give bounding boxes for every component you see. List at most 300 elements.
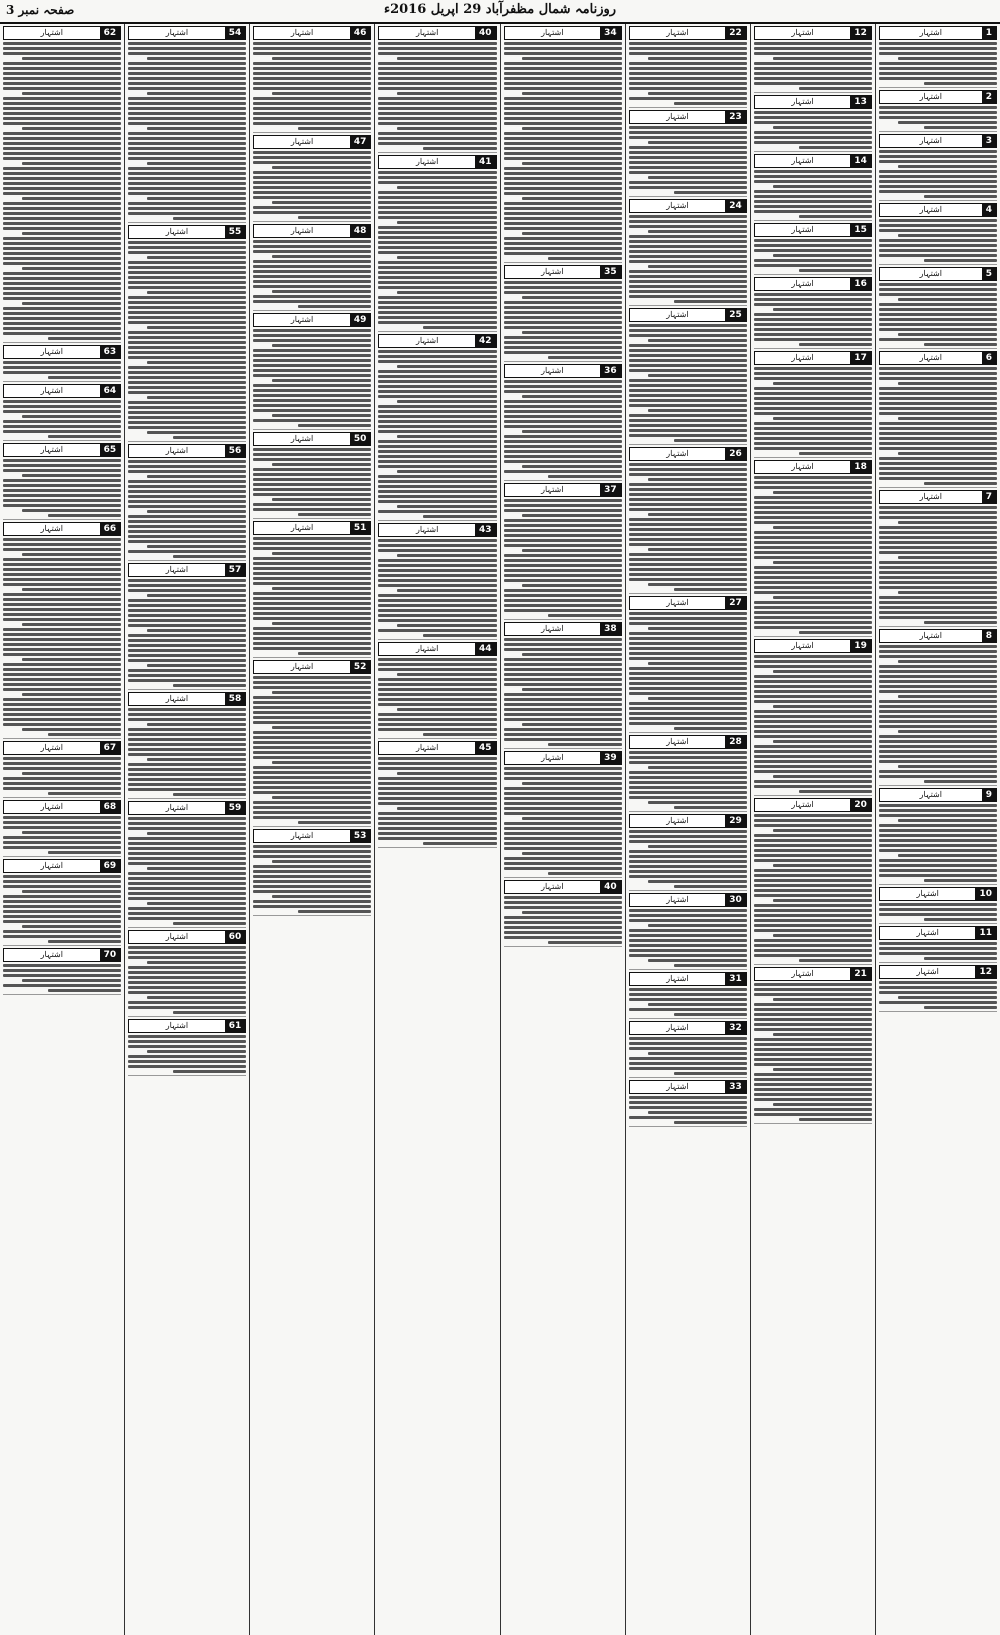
text-line [298, 652, 371, 655]
notice [629, 26, 747, 108]
notice-number: 6 [982, 352, 996, 364]
text-line [879, 606, 997, 609]
notice-number: 24 [725, 200, 746, 212]
text-line [378, 450, 496, 453]
text-line [754, 516, 872, 519]
text-line [3, 484, 121, 487]
text-line [253, 900, 371, 903]
text-line [22, 302, 121, 305]
notice [504, 265, 622, 362]
notice-body-text [504, 380, 622, 478]
text-line [754, 780, 872, 783]
text-line [253, 117, 371, 120]
text-line [128, 480, 246, 483]
text-line [629, 245, 747, 248]
text-line [629, 786, 747, 789]
notice [128, 930, 246, 1017]
text-line [879, 313, 997, 316]
text-line [3, 593, 121, 596]
text-line [898, 57, 997, 60]
notice-body-text [504, 767, 622, 875]
text-line [378, 629, 496, 632]
text-line [754, 710, 872, 713]
text-line [3, 568, 121, 571]
text-line [128, 946, 246, 949]
notice-number: 68 [100, 801, 121, 813]
text-line [504, 157, 622, 160]
text-line [128, 356, 246, 359]
text-line [378, 500, 496, 503]
text-line [504, 544, 622, 547]
text-line [504, 460, 622, 463]
text-line [754, 367, 872, 370]
notice-number: 32 [725, 1022, 746, 1034]
text-line [253, 508, 371, 511]
text-line [504, 668, 622, 671]
text-line [378, 723, 496, 726]
text-line [3, 826, 121, 829]
text-line [879, 650, 997, 653]
text-line [272, 552, 371, 555]
notice-label: اشتہار [666, 598, 689, 607]
text-line [3, 122, 121, 125]
notice-header [504, 880, 622, 894]
text-line [629, 1057, 747, 1060]
notice [754, 26, 872, 93]
text-line [629, 865, 747, 868]
notice-header [629, 447, 747, 461]
text-line [522, 57, 621, 60]
text-line [3, 895, 121, 898]
text-line [754, 854, 872, 857]
text-line [272, 57, 371, 60]
text-line [504, 351, 622, 354]
text-line [629, 538, 747, 541]
text-line [754, 432, 872, 435]
text-line [3, 821, 121, 824]
text-line [548, 614, 621, 617]
notice-body-text [629, 612, 747, 730]
text-line [504, 167, 622, 170]
text-line [879, 675, 997, 678]
text-line [378, 728, 496, 731]
text-line [754, 318, 872, 321]
text-line [773, 382, 872, 385]
text-line [898, 996, 997, 999]
notice [754, 223, 872, 275]
notice-body-text [253, 676, 371, 824]
notice [378, 741, 496, 848]
text-line [3, 132, 121, 135]
text-line [147, 1050, 246, 1053]
text-line [504, 718, 622, 721]
text-line [378, 569, 496, 572]
text-line [128, 599, 246, 602]
text-line [629, 1106, 747, 1109]
notice-label: اشتہار [165, 28, 189, 37]
text-line [378, 559, 496, 562]
text-line [879, 116, 997, 119]
text-line [504, 237, 622, 240]
notice-body-text [629, 1037, 747, 1075]
text-line [128, 649, 246, 652]
text-line [754, 1098, 872, 1101]
text-line [674, 191, 747, 194]
text-line [879, 670, 997, 673]
text-line [879, 288, 997, 291]
text-line [253, 642, 371, 645]
text-line [253, 766, 371, 769]
notice-label: اشتہار [40, 861, 63, 870]
text-line [629, 161, 747, 164]
text-line [754, 1088, 872, 1091]
text-line [3, 366, 121, 369]
text-line [629, 672, 747, 675]
notice [754, 95, 872, 152]
text-line [3, 252, 121, 255]
notice-number: 51 [350, 522, 371, 534]
notice-number: 5 [982, 268, 996, 280]
text-line [378, 599, 496, 602]
text-line [3, 673, 121, 676]
text-line [3, 247, 121, 250]
notice-label: اشتہار [40, 386, 63, 395]
text-line [128, 112, 246, 115]
text-line [629, 1067, 747, 1070]
notice-number: 36 [600, 365, 621, 377]
text-line [504, 906, 622, 909]
text-line [629, 255, 747, 258]
notice-body-text [754, 293, 872, 346]
text-line [378, 201, 496, 204]
text-line [3, 405, 121, 408]
text-line [253, 82, 371, 85]
text-line [879, 581, 997, 584]
text-line [879, 760, 997, 763]
text-line [754, 521, 872, 524]
text-line [548, 941, 621, 944]
text-line [799, 1118, 872, 1121]
text-line [629, 934, 747, 937]
text-line [147, 431, 246, 434]
text-line [253, 647, 371, 650]
text-line [879, 377, 997, 380]
notice [879, 926, 997, 963]
text-line [504, 142, 622, 145]
text-line [754, 685, 872, 688]
column [625, 24, 750, 1635]
text-line [173, 1011, 246, 1014]
text-line [924, 343, 997, 346]
text-line [48, 792, 121, 795]
text-line [3, 82, 121, 85]
notice-body-text [754, 983, 872, 1121]
text-line [924, 1006, 997, 1009]
text-line [629, 171, 747, 174]
notice-label: اشتہار [919, 631, 942, 640]
notice-number: 15 [850, 224, 871, 236]
text-line [128, 892, 246, 895]
text-line [898, 730, 997, 733]
notice [378, 523, 496, 640]
text-line [378, 410, 496, 413]
notice-number: 57 [225, 564, 246, 576]
text-line [3, 287, 121, 290]
text-line [754, 884, 872, 887]
text-line [128, 421, 246, 424]
text-line [378, 306, 496, 309]
notice-body-text [3, 816, 121, 854]
text-line [879, 229, 997, 232]
text-line [3, 964, 121, 967]
text-line [147, 996, 246, 999]
text-line [253, 394, 371, 397]
text-line [253, 632, 371, 635]
text-line [629, 835, 747, 838]
text-line [3, 603, 121, 606]
text-line [504, 380, 622, 383]
notice [629, 735, 747, 812]
notice-header [629, 110, 747, 124]
text-line [128, 207, 246, 210]
text-line [504, 147, 622, 150]
text-line [754, 511, 872, 514]
text-line [378, 797, 496, 800]
text-line [754, 869, 872, 872]
text-line [3, 628, 121, 631]
text-line [378, 216, 496, 219]
text-line [253, 280, 371, 283]
notice-label: اشتہار [290, 315, 314, 324]
text-line [378, 296, 496, 299]
text-line [879, 239, 997, 242]
text-line [378, 549, 496, 552]
text-line [128, 87, 246, 90]
text-line [754, 680, 872, 683]
notice-number: 13 [850, 96, 871, 108]
text-line [128, 485, 246, 488]
text-line [629, 929, 747, 932]
text-line [504, 202, 622, 205]
text-line [898, 121, 997, 124]
text-line [3, 222, 121, 225]
text-line [128, 371, 246, 374]
text-line [754, 259, 872, 262]
notice-label: اشتہار [165, 694, 189, 703]
text-line [253, 156, 371, 159]
text-line [754, 576, 872, 579]
text-line [253, 582, 371, 585]
text-line [879, 814, 997, 817]
text-line [253, 161, 371, 164]
text-line [773, 775, 872, 778]
text-line [253, 781, 371, 784]
column [500, 24, 625, 1635]
text-line [504, 693, 622, 696]
text-line [879, 571, 997, 574]
text-line [504, 42, 622, 45]
column [249, 24, 374, 1635]
text-line [773, 491, 872, 494]
text-line [504, 137, 622, 140]
text-line [378, 480, 496, 483]
text-line [754, 72, 872, 75]
text-line [128, 614, 246, 617]
text-line [128, 172, 246, 175]
notice-header [879, 351, 997, 365]
notice-number: 8 [982, 630, 996, 642]
text-line [754, 506, 872, 509]
text-line [648, 845, 747, 848]
text-line [879, 601, 997, 604]
notice [253, 224, 371, 311]
text-line [128, 976, 246, 979]
text-line [879, 477, 997, 480]
text-line [3, 192, 121, 195]
text-line [3, 668, 121, 671]
notice-body-text [128, 946, 246, 1014]
text-line [504, 931, 622, 934]
text-line [3, 762, 121, 765]
text-line [879, 809, 997, 812]
text-line [522, 514, 621, 517]
text-line [629, 97, 747, 100]
text-line [128, 1060, 246, 1063]
text-line [648, 176, 747, 179]
text-line [272, 463, 371, 466]
text-line [378, 42, 496, 45]
text-line [924, 780, 997, 783]
notice-number: 29 [725, 815, 746, 827]
notice-header [879, 965, 997, 979]
text-line [522, 688, 621, 691]
notice-number: 55 [225, 226, 246, 238]
text-line [629, 558, 747, 561]
text-line [879, 839, 997, 842]
text-line [504, 807, 622, 810]
text-line [629, 909, 747, 912]
text-line [648, 478, 747, 481]
text-line [629, 468, 747, 471]
text-line [378, 286, 496, 289]
text-line [548, 356, 621, 359]
text-line [879, 551, 997, 554]
text-line [147, 594, 246, 597]
notice-header [128, 930, 246, 944]
text-line [504, 936, 622, 939]
text-line [629, 354, 747, 357]
text-line [253, 72, 371, 75]
text-line [504, 77, 622, 80]
notice-number: 52 [350, 661, 371, 673]
text-line [504, 62, 622, 65]
column [875, 24, 1000, 1635]
text-line [22, 57, 121, 60]
notice-header [629, 814, 747, 828]
text-line [648, 339, 747, 342]
text-line [504, 713, 622, 716]
text-line [253, 845, 371, 848]
text-line [879, 715, 997, 718]
notice [879, 887, 997, 924]
text-line [648, 374, 747, 377]
text-line [128, 132, 246, 135]
text-line [754, 200, 872, 203]
notice-label: اشتہار [919, 92, 942, 101]
notice [128, 444, 246, 561]
text-line [754, 47, 872, 50]
text-line [253, 52, 371, 55]
text-line [128, 406, 246, 409]
text-line [879, 511, 997, 514]
notice [3, 800, 121, 857]
text-line [754, 190, 872, 193]
date-line: روزنامہ شمال مظفرآباد 29 اپریل 2016ء [383, 2, 617, 17]
text-line [924, 957, 997, 960]
text-line [3, 242, 121, 245]
notice [629, 814, 747, 891]
text-line [879, 516, 997, 519]
text-line [3, 648, 121, 651]
text-line [378, 62, 496, 65]
text-line [128, 822, 246, 825]
text-line [504, 425, 622, 428]
text-line [629, 463, 747, 466]
notice-label: اشتہار [919, 28, 942, 37]
text-line [799, 215, 872, 218]
column [750, 24, 875, 1635]
text-line [773, 561, 872, 564]
text-line [629, 518, 747, 521]
text-line [879, 829, 997, 832]
text-line [128, 1045, 246, 1048]
notice-label: اشتہار [290, 28, 314, 37]
notice-columns [0, 24, 1000, 1635]
text-line [3, 277, 121, 280]
text-line [22, 890, 121, 893]
text-line [253, 97, 371, 100]
text-line [754, 1028, 872, 1031]
text-line [128, 991, 246, 994]
text-line [629, 850, 747, 853]
text-line [378, 678, 496, 681]
notice-header [378, 523, 496, 537]
text-line [378, 52, 496, 55]
notice-label: اشتہار [791, 462, 814, 471]
text-line [253, 756, 371, 759]
text-line [773, 254, 872, 257]
text-line [504, 341, 622, 344]
text-line [48, 435, 121, 438]
text-line [128, 316, 246, 319]
text-line [378, 455, 496, 458]
text-line [423, 634, 496, 637]
text-line [924, 879, 997, 882]
text-line [22, 979, 121, 982]
text-line [754, 824, 872, 827]
notice-header [128, 563, 246, 577]
notice [754, 967, 872, 1124]
notice-header [253, 432, 371, 446]
notice-body-text [378, 350, 496, 518]
text-line [879, 47, 997, 50]
text-line [629, 954, 747, 957]
text-line [378, 495, 496, 498]
text-line [879, 422, 997, 425]
notice-header [629, 1080, 747, 1094]
text-line [754, 745, 872, 748]
notice-header [629, 596, 747, 610]
